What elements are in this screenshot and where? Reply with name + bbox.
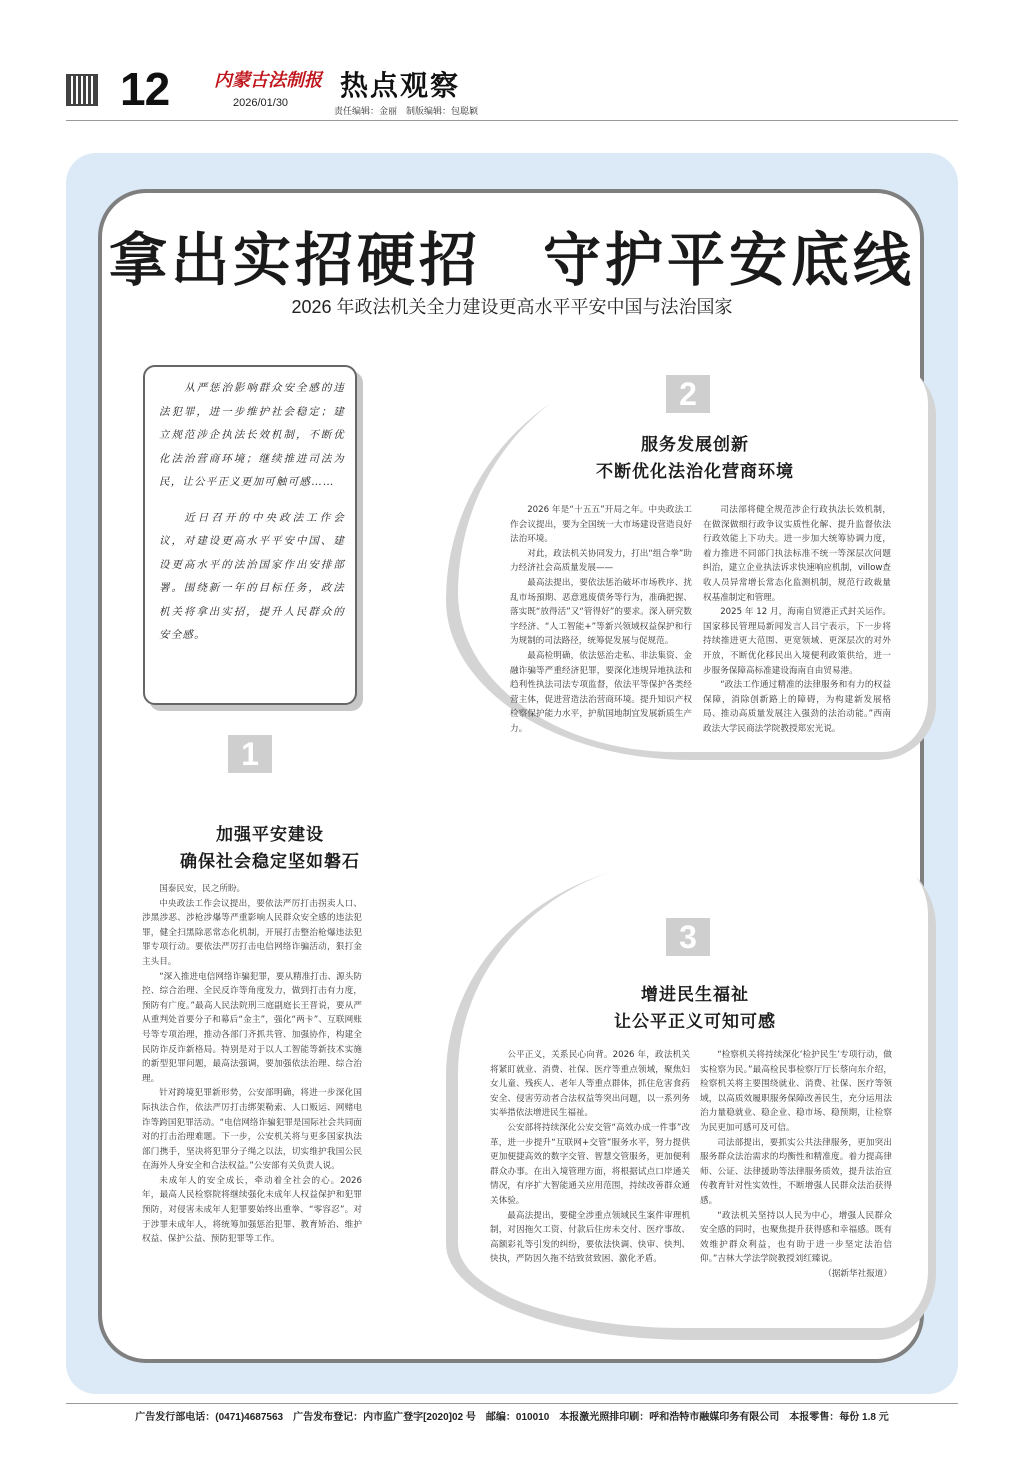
editors-credit: 责任编辑：金丽 制版编辑：包聪颖 bbox=[334, 106, 479, 116]
section-3-col-1: 公平正义，关系民心向背。2026 年，政法机关将紧盯就业、消费、社保、医疗等重点领域，聚焦妇女儿童、残疾人、老年人等重点群体，抓住危害食药安全、侵害劳动者合法权益等突出问题，以一系列务实举措依法增进民生福祉。 公安部将持续深化公安交管“高效办成一件事”改革，进一步提升“互联网+交管”服务水平，努力提供更加便捷高效的数字交管、智慧交管服务，更加便利群众办事。在出入境管理方面，将根据试点口岸通关情况，有序扩大智能通关应用范围，持续改善群众通关体验。 最高法提出，要健全涉重点领域民生案件审理机制，对因拖欠工资、付款后住房未交付、医疗事故、高额彩礼等引发的纠纷，要依法快调、快审、快判、快执，严防因久拖不结致贫致困、激化矛盾。 bbox=[490, 1050, 690, 1265]
article-title: 拿出实招硬招 守护平安底线 bbox=[108, 226, 915, 294]
intro-paragraph: 从严惩治影响群众安全感的违法犯罪，进一步维护社会稳定；建立规范涉企执法长效机制，不断优化法治营商环境；继续推进司法为民，让公平正义更加可触可感…… bbox=[159, 382, 345, 488]
intro-box bbox=[143, 365, 357, 705]
footer-divider bbox=[66, 1403, 958, 1404]
intro-paragraph: 近日召开的中央政法工作会议，对建设更高水平平安中国、建设更高水平的法治国家作出安排部署。围绕新一年的目标任务，政法机关将拿出实招，提升人民群众的安全感。 bbox=[159, 511, 345, 641]
header-divider bbox=[66, 120, 958, 121]
section-number-2: 2 bbox=[666, 375, 710, 413]
section-2-col-2: 司法部将健全规范涉企行政执法长效机制，在做深做细行政争议实质性化解、提升监督依法行政效能上下功夫。进一步加大统筹协调力度，着力推进不同部门执法标准不统一等深层次问题纠治，建立企业执法诉求快速响应机制，villow查收人员异常增长常态化监测机制，规范行政裁量权基准制定和管理。 2025 年 12 月，海南自贸港正式封关运作。国家移民管理局新闻发言人吕宁表示，下一步将持续推进更大范围、更宽领域、更深层次的对外开放，不断优化移民出入境便利政策供给，进一步服务保障高标准建设海南自由贸易港。 “政法工作通过精准的法律服务和有力的权益保障，消除创新路上的障碍，为构建新发展格局、推动高质量发展注入强劲的法治动能。”西南政法大学民商法学院教授郑宏光说。 bbox=[703, 505, 891, 734]
section-3-heading: 增进民生福祉 让公平正义可知可感 bbox=[614, 985, 776, 1032]
section-title: 热点观察 bbox=[340, 69, 461, 102]
footer-info: 广告发行部电话：(0471)4687563 广告发布登记：内市监广登字[2020]02 号 邮编：010010 本报激光照排印刷：呼和浩特市融媒印务有限公司 本报零售：每份 1.8 元 bbox=[135, 1412, 889, 1423]
page-number: 12 bbox=[120, 63, 170, 115]
section-1-heading: 加强平安建设 确保社会稳定坚如磐石 bbox=[180, 825, 360, 872]
section-number-3: 3 bbox=[666, 918, 710, 956]
qr-code-icon bbox=[66, 74, 98, 106]
section-2-heading: 服务发展创新 不断优化法治化营商环境 bbox=[596, 435, 794, 482]
source-credit: （据新华社报道） bbox=[823, 1268, 892, 1279]
section-number-1: 1 bbox=[228, 735, 272, 773]
section-3-col-2: “检察机关将持续深化‘检护民生’专项行动，做实检察为民。”最高检民事检察厅厅长蔡向东介绍，检察机关将主要围绕就业、消费、社保、医疗等领域，以高质效履职服务保障改善民生，充分运用法治力量稳就业、稳企业、稳市场、稳预期，让检察为民更加可感可及可信。 司法部提出，要抓实公共法律服务，更加突出服务群众法治需求的均衡性和精准度。着力提高律师、公证、法律援助等法律服务质效，提升法治宣传教育针对性实效性，不断增强人民群众法治获得感。 “政法机关坚持以人民为中心，增强人民群众安全感的同时，也聚焦提升获得感和幸福感。既有效维护群众利益，也有助于进一步坚定法治信仰。”吉林大学法学院教授刘红臻说。 （据新华社报道） bbox=[700, 1048, 892, 1282]
article-subtitle: 2026 年政法机关全力建设更高水平平安中国与法治国家 bbox=[291, 297, 733, 317]
section-2-col-1: 2026 年是“十五五”开局之年。中央政法工作会议提出，要为全国统一大市场建设营造良好法治环境。 对此，政法机关协同发力，打出“组合拳”助力经济社会高质量发展—— 最高法提出，要依法惩治破坏市场秩序、扰乱市场預期、恶意逃废债务等行为，准确把握、落实既“放得活”又“管得好”的要求。深入研究数字经济、“人工智能+”等新兴领域权益保护和行为规制的司法路径，统筹促发展与促规范。 最高检明确，依法惩治走私、非法集资、金融诈骗等严重经济犯罪，要深化违规异地执法和趋利性执法司法专项监督，依法平等保护各类经营主体，促进营造法治营商环境。提升知识产权检察保护能力水平，护航国地制宜发展新质生产力。 bbox=[510, 505, 692, 734]
issue-date: 2026/01/30 bbox=[233, 97, 289, 109]
newspaper-logo: 内蒙古法制报 bbox=[214, 70, 322, 91]
section-1-body: 国泰民安，民之所盼。 中央政法工作会议提出，要依法严厉打击拐卖人口、涉黑涉恶、涉枪涉爆等严重影响人民群众安全感的违法犯罪，健全扫黑除恶常态化机制，开展打击整治枪爆违法犯罪专项行动。要依法严厉打击电信网络诈骗活动，狠打金主头目。 “深入推进电信网络诈骗犯罪，要从精准打击、源头防控、综合治理、全民反诈等角度发力，做到打击有力度，预防有广度。”最高人民法院刑三庭副庭长王晋说，要从严从重判处首要分子和幕后“金主”，强化“两卡”、互联网账号等专项治理，推动各部门齐抓共管、加强协作，构建全民防诈反诈新格局。特别是对于以人工智能等新技术实施的新型犯罪问题，最高法强调，要加强依法治理、综合治理。 针对跨境犯罪新形势，公安部明确，将进一步深化国际执法合作，依法严厉打击绑架勒索、人口贩运、网赌电诈等跨国犯罪活动。“电信网络诈骗犯罪是国际社会共同面对的打击治理难题。下一步，公安机关将与更多国家执法部门携手，坚决将犯罪分子绳之以法，切实维护我国公民在海外人身安全和合法权益。”公安部有关负责人说。 未成年人的安全成长，牵动着全社会的心。2026 年，最高人民检察院将继续强化未成年人权益保护和犯罪预防，对侵害未成年人犯罪要始终出重拳、“零容忍”。对于涉罪未成年人，将统筹加强惩治犯罪、教育矫治、维护权益、保护公益、预防犯罪等工作。 bbox=[142, 884, 362, 1245]
